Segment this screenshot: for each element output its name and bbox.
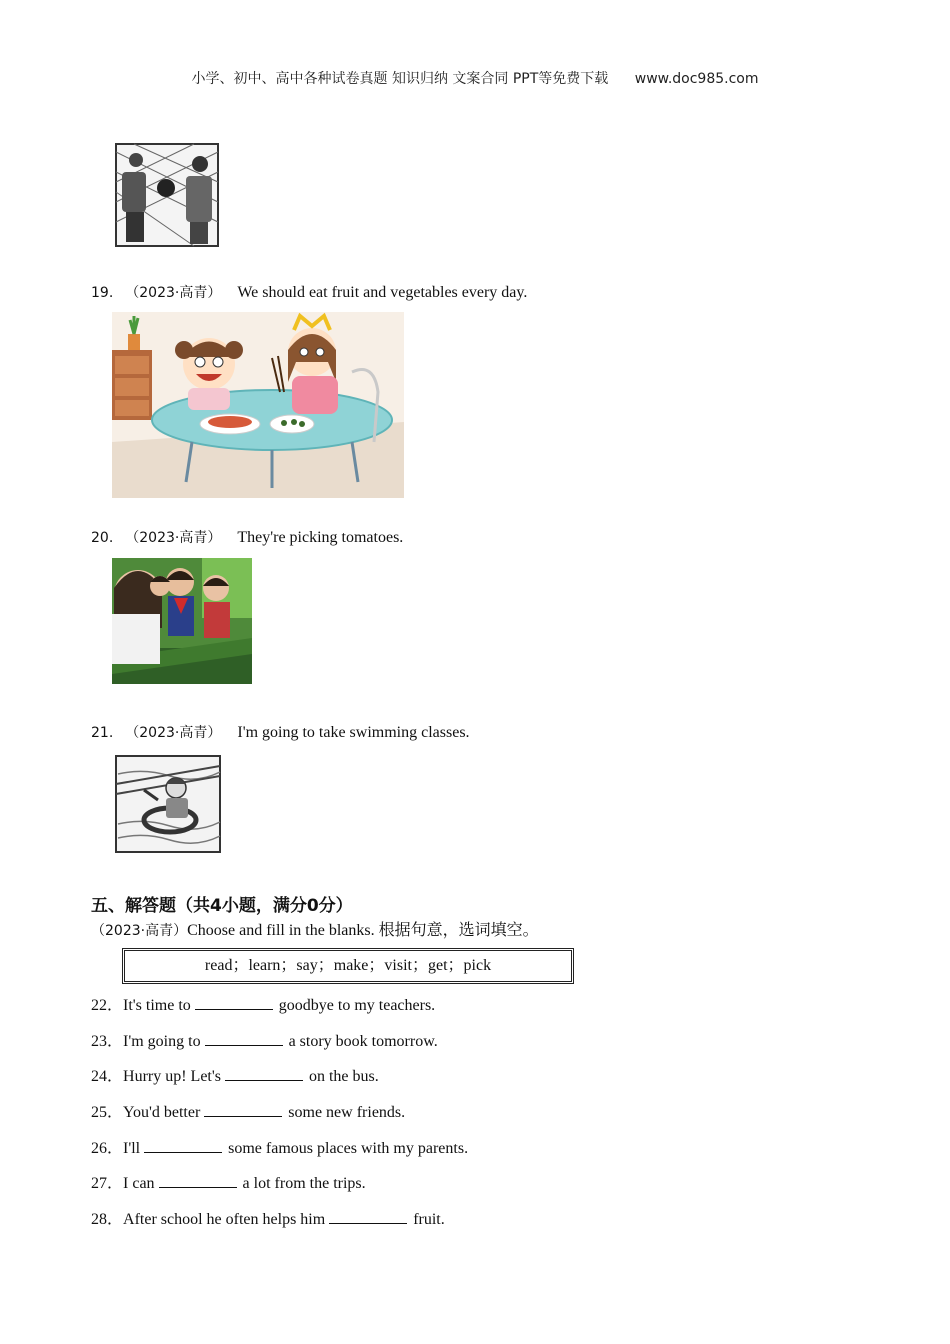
answer-blank[interactable] xyxy=(195,995,273,1010)
question-21 xyxy=(91,722,470,742)
question-19 xyxy=(91,282,527,302)
question-text: They're picking tomatoes. xyxy=(237,529,404,546)
question-source: （2023·高青） xyxy=(125,725,222,741)
question-number: 20. xyxy=(91,530,114,546)
fill-item-24 xyxy=(91,1063,379,1086)
item-text-after: goodbye to my teachers. xyxy=(278,997,436,1014)
word-bank-text: read；learn；say；make；visit；get；pick xyxy=(204,957,492,974)
answer-blank[interactable] xyxy=(159,1173,237,1188)
item-number: 27． xyxy=(91,1175,124,1192)
page-header xyxy=(0,68,950,88)
question-text: I'm going to take swimming classes. xyxy=(237,724,470,741)
question-number: 21. xyxy=(91,725,114,741)
question-number: 19. xyxy=(91,285,114,301)
section-title: 五、解答题（共4小题，满分0分） xyxy=(91,896,353,916)
header-url[interactable]: www.doc985.com xyxy=(634,71,759,87)
item-text-before: I can xyxy=(123,1175,155,1192)
answer-blank[interactable] xyxy=(144,1138,222,1153)
question-source: （2023·高青） xyxy=(125,530,222,546)
picture-q20 xyxy=(112,558,252,684)
answer-blank[interactable] xyxy=(329,1209,407,1224)
fill-item-22 xyxy=(91,992,435,1015)
answer-blank[interactable] xyxy=(225,1066,303,1081)
item-number: 24． xyxy=(91,1068,124,1085)
item-text-before: It's time to xyxy=(123,997,191,1014)
item-text-before: After school he often helps him xyxy=(123,1211,326,1228)
picture-q18 xyxy=(114,142,220,248)
fill-item-27 xyxy=(91,1170,366,1193)
question-source: （2023·高青） xyxy=(125,285,222,301)
item-text-after: a lot from the trips. xyxy=(242,1175,366,1192)
fill-item-25 xyxy=(91,1099,405,1122)
item-text-before: Hurry up! Let's xyxy=(123,1068,221,1085)
item-text-after: on the bus. xyxy=(308,1068,379,1085)
item-number: 28． xyxy=(91,1211,124,1228)
header-text: 小学、初中、高中各种试卷真题 知识归纳 文案合同 PPT等免费下载 xyxy=(191,71,609,87)
item-text-before: I'm going to xyxy=(123,1033,201,1050)
item-text-after: a story book tomorrow. xyxy=(288,1033,438,1050)
item-text-before: I'll xyxy=(123,1140,141,1157)
section-instruction xyxy=(91,917,539,940)
item-text-after: some famous places with my parents. xyxy=(228,1140,469,1157)
item-text-after: fruit. xyxy=(413,1211,445,1228)
fill-item-23 xyxy=(91,1028,438,1051)
item-number: 23． xyxy=(91,1033,124,1050)
question-text: We should eat fruit and vegetables every day. xyxy=(237,284,528,301)
item-number: 25． xyxy=(91,1104,124,1121)
answer-blank[interactable] xyxy=(205,1031,283,1046)
picture-q19 xyxy=(112,312,404,498)
fill-item-28 xyxy=(91,1206,445,1229)
item-number: 26． xyxy=(91,1140,124,1157)
word-bank xyxy=(122,948,574,984)
item-number: 22． xyxy=(91,997,124,1014)
fill-item-26 xyxy=(91,1135,468,1158)
item-text-before: You'd better xyxy=(123,1104,201,1121)
question-20 xyxy=(91,527,403,547)
picture-q21 xyxy=(114,754,222,854)
item-text-after: some new friends. xyxy=(288,1104,406,1121)
answer-blank[interactable] xyxy=(204,1102,282,1117)
instruction-source: （2023·高青） xyxy=(91,923,188,939)
instruction-text: Choose and fill in the blanks. 根据句意，选词填空。 xyxy=(187,922,539,939)
